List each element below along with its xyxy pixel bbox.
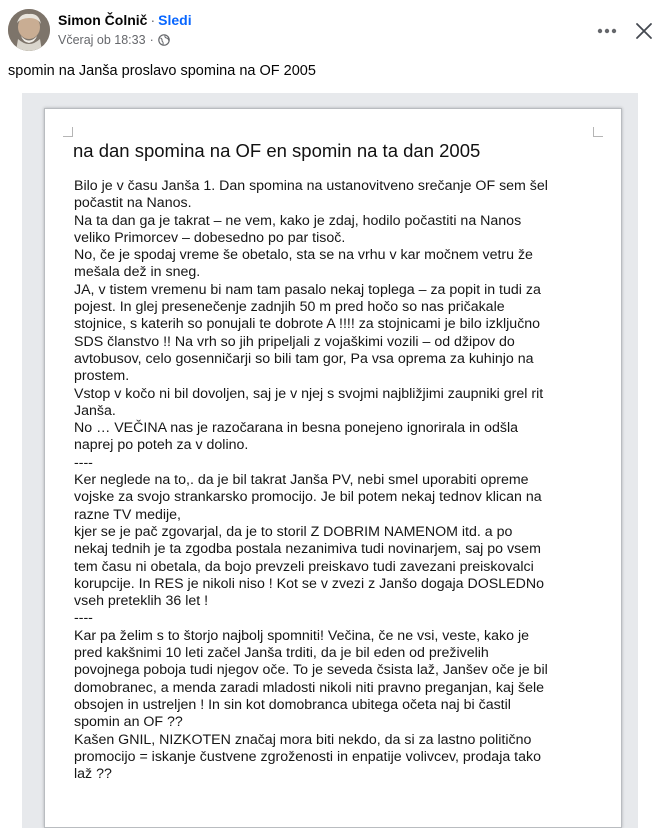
document-line: Bilo je v času Janša 1. Dan spomina na ustanovitveno srečanje OF sem šel	[74, 178, 548, 194]
document-line: stojnice, s katerih so ponujali te dobrote A !!!! za stojnicami je bilo izključno	[74, 316, 541, 333]
follow-button[interactable]: Sledi	[158, 12, 192, 28]
more-options-button[interactable]	[593, 17, 621, 45]
close-button[interactable]	[630, 17, 658, 45]
author-line	[58, 12, 192, 28]
document-line: Ker neglede na to,. da je bil takrat Janša PV, nebi smel uporabiti opreme	[74, 472, 529, 489]
document-line: Janša.	[74, 402, 116, 419]
document-line: počastit na Nanos.	[74, 195, 192, 212]
author-separator: ·	[150, 12, 156, 28]
more-horizontal-icon	[597, 28, 617, 34]
document-line: nekaj tednih je ta zgodba postala nezanimiva tudi novinarjem, saj po vsem	[74, 541, 541, 558]
document-line: SDS članstvo !! Na vrh so jih pripeljali z vojaškimi vozili – od džipov do	[74, 333, 515, 350]
document-line: pred kakšnimi 10 leti začel Janša trditi, da je bil eden od preživelih	[74, 645, 489, 662]
author-avatar[interactable]	[8, 9, 50, 51]
document-line: laž ??	[74, 766, 112, 783]
document-line: naprej po poteh za v dolino.	[74, 437, 249, 454]
document-line: povojnega poboja tudi njegov oče. To je seveda čsista laž, Janšev oče je bil	[74, 662, 548, 679]
document-line: spomin an OF ??	[74, 714, 183, 731]
avatar-photo	[8, 9, 50, 51]
document-line: pojest. In glej presenečenje zadnjih 50 m pred hočo so nas pričakale	[74, 299, 505, 316]
document-line: Kašen GNIL, NIZKOTEN značaj mora biti nekdo, da si za lastno politično	[74, 731, 532, 748]
document-line: No … VEČINA nas je razočarana in besna ponejeno ignorirala in odšla	[74, 420, 519, 437]
post-header	[0, 0, 660, 60]
document-line: Vstop v kočo ni bil dovoljen, saj je v njej s svojmi najbližjimi zaupniki grel rit	[74, 385, 544, 402]
close-icon	[635, 22, 653, 40]
document-line: ----	[74, 454, 93, 471]
document-line: tem času ni obetala, da bojo prevzeli preiskavo tudi zavezani preiskovalci	[74, 558, 534, 575]
page-corner-mark	[593, 127, 603, 137]
document-line: korupcije. In RES je nikoli niso ! Kot se v zvezi z Janšo dogaja DOSLEDNo	[74, 575, 544, 592]
document-line: razne TV medije,	[74, 506, 181, 523]
document-line: domobranec, a menda zaradi mladosti nikoli niti pravno preganjan, kaj šele	[74, 679, 545, 696]
meta-separator: ·	[149, 33, 154, 47]
post-timestamp[interactable]: Včeraj ob 18:33	[58, 33, 146, 47]
document-line: mešala dež in sneg.	[74, 264, 201, 281]
document-line: veliko Primorcev – dobesedno po par tisoč.	[74, 229, 346, 246]
document-page	[44, 108, 622, 828]
document-line: prostem.	[74, 368, 130, 385]
document-line: Na ta dan ga je takrat – ne vem, kako je zdaj, hodilo počastiti na Nanos	[74, 212, 522, 229]
post-meta	[58, 33, 170, 47]
document-line: obsojen in ustreljen ! In sin kot domobranca ubitega očeta naj bi častil	[74, 696, 511, 713]
document-title: na dan spomina na OF en spomin na ta dan 2005	[73, 140, 481, 161]
document-line: kjer se je pač zgovarjal, da je to storil Z DOBRIM NAMENOM itd. a po	[74, 523, 513, 540]
document-line: vseh preteklih 36 let !	[74, 593, 209, 610]
document-line: ----	[74, 610, 93, 627]
page-corner-mark	[63, 127, 73, 137]
document-line: Kar pa želim s to štorjo najbolj spomniti! Večina, če ne vsi, veste, kako je	[74, 627, 530, 644]
document-line: vojske za svojo strankarsko promocijo. Je bil potem nekaj tednov klican na	[74, 489, 542, 506]
author-name[interactable]: Simon Čolnič	[58, 12, 148, 28]
document-line: avtobusov, celo gosenničarji so bili tam gor, Pa vsa oprema za kuhinjo na	[74, 350, 534, 367]
post-text: spomin na Janša proslavo spomina na OF 2005	[8, 63, 316, 79]
globe-icon	[158, 34, 170, 46]
document-body	[74, 178, 614, 783]
document-line: promocijo = iskanje čustvene zgroženosti in enpatije volivcev, prodaja tako	[74, 748, 541, 765]
document-line: JA, v tistem vremenu bi nam tam pasalo nekaj toplega – za popit in tudi za	[74, 281, 541, 298]
document-line: No, če je spodaj vreme še obetalo, sta se na vrhu v kar močnem vetru že	[74, 247, 533, 264]
